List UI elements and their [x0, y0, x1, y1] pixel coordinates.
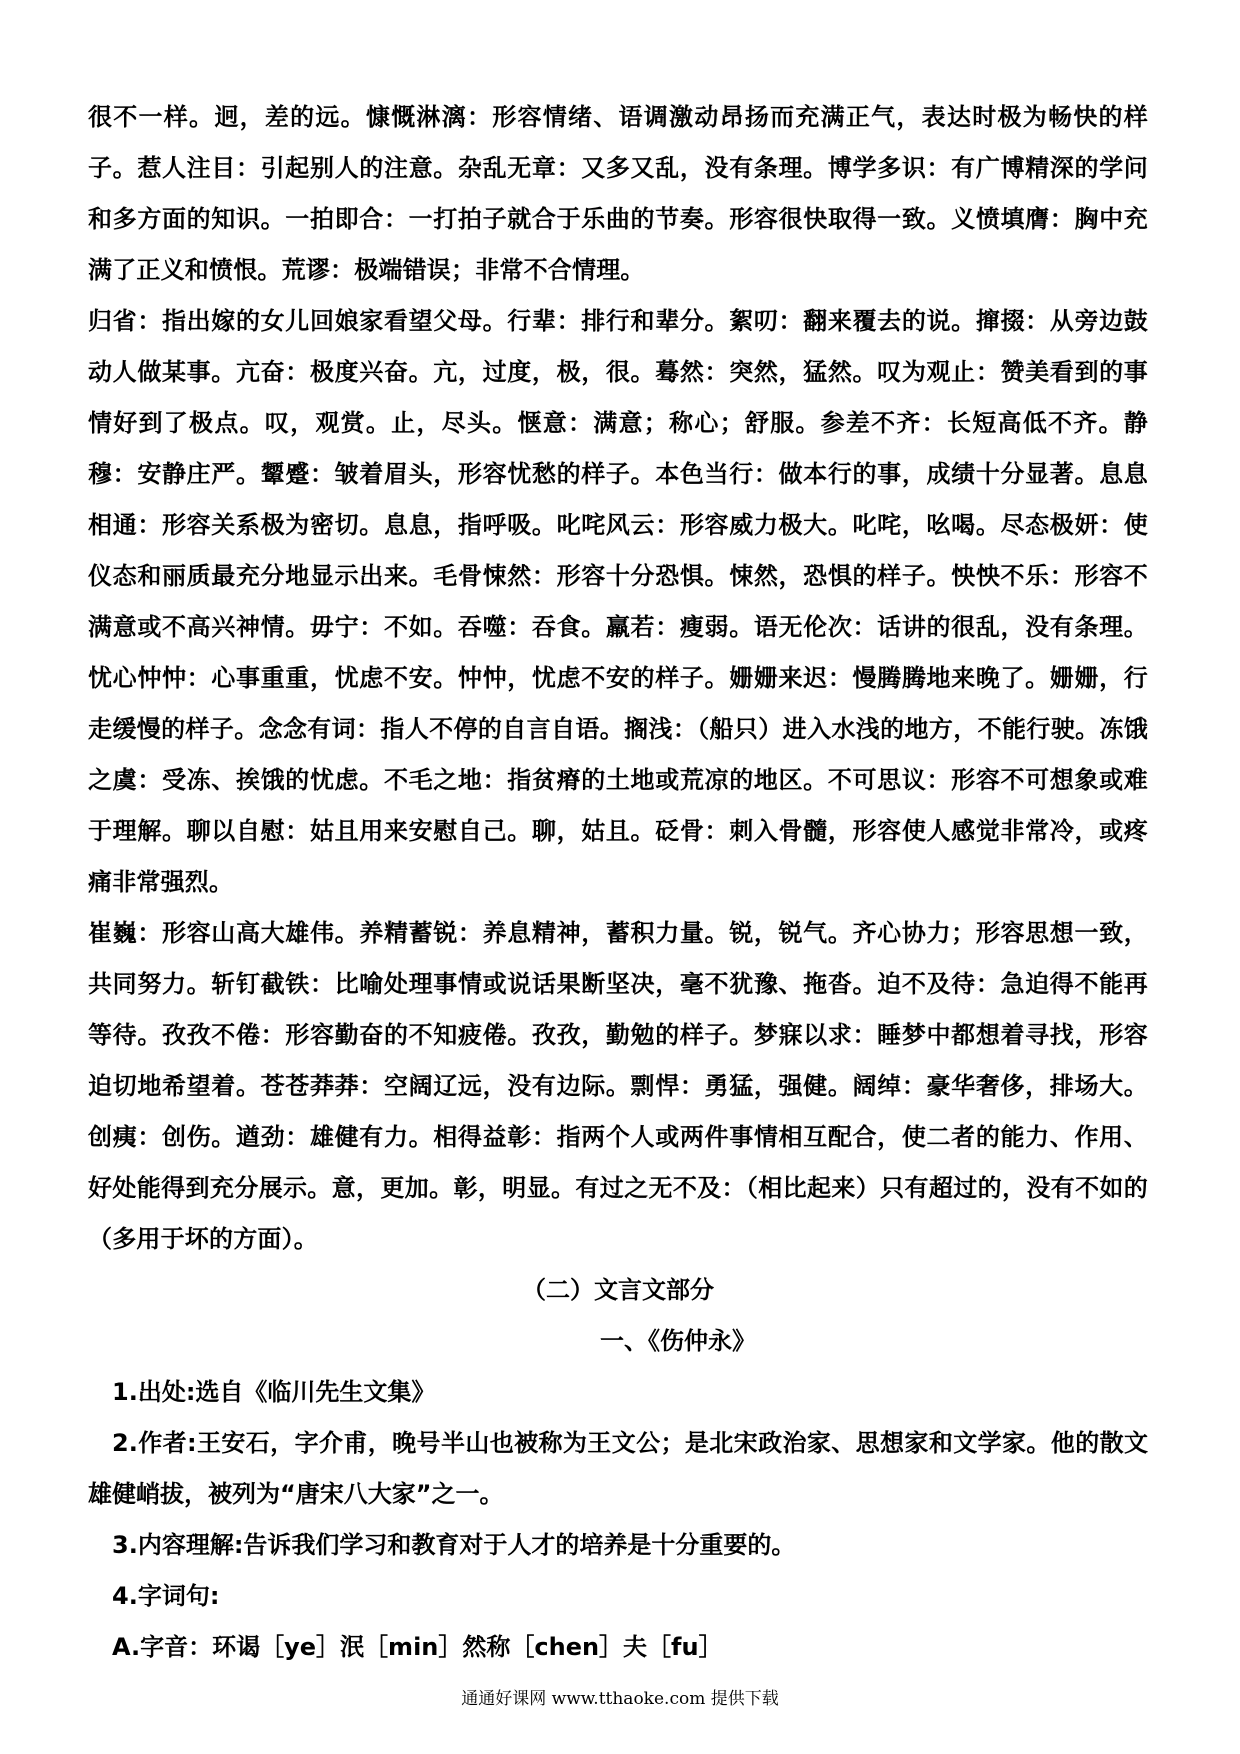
page-footer: 通通好课网 www.tthaoke.com 提供下载 [461, 1689, 779, 1709]
item-words: 4.字词句: [112, 1582, 220, 1610]
vocab-paragraph-3: 崔巍：形容山高大雄伟。养精蓄锐：养息精神，蓄积力量。锐，锐气。齐心协力；形容思想一致，共同努力。斩钉截铁：比喻处理事情或说话果断坚决，毫不犹豫、拖沓。迫不及待：急迫得不能再等待。孜孜不倦：形容勤奋的不知疲倦。孜孜，勤勉的样子。梦寐以求：睡梦中都想着寻找，形容迫切地希望着。苍苍莽莽：空阔辽远，没有边际。剽悍：勇猛，强健。阔绰：豪华奢侈，排场大。创痍：创伤。遒劲：雄健有力。相得益彰：指两个人或两件事情相互配合，使二者的能力、作用、好处能得到充分展示。意，更加。彰，明显。有过之无不及：（相比起来）只有超过的，没有不如的（多用于坏的方面）。 [88, 919, 1148, 1253]
document-body [88, 92, 1148, 1673]
vocab-paragraph-1: 很不一样。迥，差的远。慷慨淋漓：形容情绪、语调激动昂扬而充满正气，表达时极为畅快的样子。惹人注目：引起别人的注意。杂乱无章：又多又乱，没有条理。博学多识：有广博精深的学问和多方面的知识。一拍即合：一打拍子就合于乐曲的节奏。形容很快取得一致。义愤填膺：胸中充满了正义和愤恨。荒谬：极端错误；非常不合情理。 [88, 103, 1148, 284]
article-title: 一、《伤仲永》 [600, 1327, 756, 1355]
section-heading: （二）文言文部分 [522, 1276, 714, 1304]
item-content: 3.内容理解:告诉我们学习和教育对于人才的培养是十分重要的。 [112, 1531, 796, 1559]
vocab-paragraph-2: 归省：指出嫁的女儿回娘家看望父母。行辈：排行和辈分。絮叨：翻来覆去的说。撺掇：从旁边鼓动人做某事。亢奋：极度兴奋。亢，过度，极，很。蓦然：突然，猛然。叹为观止：赞美看到的事情好到了极点。叹，观赏。止，尽头。惬意：满意；称心；舒服。参差不齐：长短高低不齐。静穆：安静庄严。颦蹙：皱着眉头，形容忧愁的样子。本色当行：做本行的事，成绩十分显著。息息相通：形容关系极为密切。息息，指呼吸。叱咤风云：形容威力极大。叱咤，吆喝。尽态极妍：使仪态和丽质最充分地显示出来。毛骨悚然：形容十分恐惧。悚然，恐惧的样子。怏怏不乐：形容不满意或不高兴神情。毋宁：不如。吞噬：吞食。羸若：瘦弱。语无伦次：话讲的很乱，没有条理。忧心忡忡：心事重重，忧虑不安。忡忡，忧虑不安的样子。姗姗来迟：慢腾腾地来晚了。姗姗，行走缓慢的样子。念念有词：指人不停的自言自语。搁浅：（船只）进入水浅的地方，不能行驶。冻饿之虞：受冻、挨饿的忧虑。不毛之地：指贫瘠的土地或荒凉的地区。不可思议：形容不可想象或难于理解。聊以自慰：姑且用来安慰自己。聊，姑且。砭骨：刺入骨髓，形容使人感觉非常冷，或疼痛非常强烈。 [88, 307, 1148, 896]
item-author: 2.作者:王安石，字介甫，晚号半山也被称为王文公；是北宋政治家、思想家和文学家。他的散文雄健峭拔，被列为“唐宋八大家”之一。 [88, 1429, 1148, 1508]
item-source: 1.出处:选自《临川先生文集》 [112, 1378, 436, 1406]
item-pronunciation: A.字音：环谒［ye］泯［min］然称［chen］夫［fu］ [112, 1633, 723, 1661]
